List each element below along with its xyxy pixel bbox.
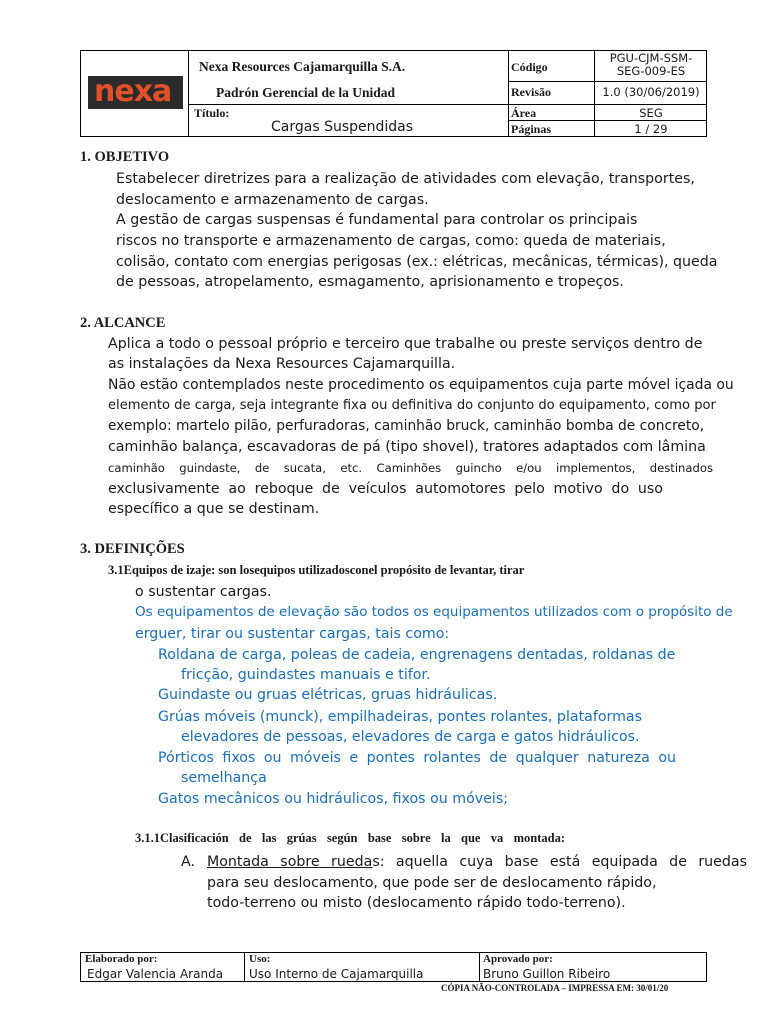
equipment-bullet-continuation: fricção, guindastes manuais e tifor. (181, 667, 431, 683)
use-value: Uso Interno de Cajamarquilla (249, 967, 424, 981)
equipment-bullet: Grúas móveis (munck), empilhadeiras, pontes rolantes, plataformas (158, 709, 642, 725)
alcance-line: específico a que se destinam. (108, 501, 320, 517)
document-title: Cargas Suspendidas (271, 119, 414, 135)
alcance-line: Aplica a todo o pessoal próprio e terceiro que trabalhe ou preste serviços dentro de (108, 336, 703, 352)
approved-by-value: Bruno Guillon Ribeiro (483, 967, 611, 981)
area-label: Área (511, 106, 537, 120)
prepared-by-label: Elaborado por: (85, 953, 158, 965)
item-a-term: Montada sobre rueda (207, 854, 373, 870)
objetivo-line: riscos no transporte e armazenamento de cargas, como: queda de materiais, (116, 233, 666, 249)
item-a-continuation: todo-terreno ou misto (deslocamento rápido todo-terreno). (207, 895, 626, 911)
company-name: Nexa Resources Cajamarquilla S.A. (199, 59, 406, 74)
title-label: Título: (194, 106, 230, 120)
revision-label: Revisão (511, 85, 551, 99)
equipment-intro-line: Os equipamentos de elevação são todos os equipamentos utilizados com o propósito de (135, 604, 733, 620)
document-footer-table (80, 952, 707, 982)
alcance-line: exemplo: martelo pilão, perfuradoras, caminhão bruck, caminhão bomba de concreto, (108, 418, 705, 434)
approved-by-label: Aprovado por: (483, 953, 553, 965)
area-value: SEG (639, 106, 663, 120)
subsection-3-1-continuation: o sustentar cargas. (135, 584, 272, 600)
code-value: PGU-CJM-SSM-SEG-009-ES (609, 51, 693, 78)
alcance-line: elemento de carga, seja integrante fixa ou definitiva do conjunto do equipamento, como por (108, 398, 716, 413)
equipment-bullet-continuation: elevadores de pessoas, elevadores de carga e gatos hidráulicos. (181, 729, 640, 745)
objetivo-line: de pessoas, atropelamento, esmagamento, aprisionamento e tropeços. (116, 274, 624, 290)
subsection-3-1-1-heading: 3.1.1Clasificación de las grúas según base sobre la que va montada: (135, 831, 565, 845)
item-a-continuation: para seu deslocamento, que pode ser de deslocamento rápido, (207, 875, 657, 891)
pages-value: 1 / 29 (634, 122, 668, 136)
objetivo-line: deslocamento e armazenamento de cargas. (116, 192, 429, 208)
equipment-bullet: Gatos mecânicos ou hidráulicos, fixos ou móveis; (158, 791, 509, 807)
nexa-logo-text: nexa (94, 74, 172, 109)
alcance-line: caminhão balança, escavadoras de pá (tipo shovel), tratores adaptados com lâmina (108, 439, 706, 455)
equipment-bullet: Pórticos fixos ou móveis e pontes rolantes de qualquer natureza ou (158, 750, 676, 766)
subsection-3-1-heading: 3.1Equipos de izaje: son losequipos utilizadosconel propósito de levantar, tirar (108, 563, 525, 577)
section-alcance-heading: 2. ALCANCE (80, 315, 166, 331)
revision-value: 1.0 (30/06/2019) (602, 85, 700, 99)
nexa-logo (88, 76, 183, 109)
alcance-line: as instalações da Nexa Resources Cajamarquilla. (108, 356, 456, 372)
equipment-intro-line: erguer, tirar ou sustentar cargas, tais como: (135, 626, 450, 642)
alcance-line: caminhão guindaste, de sucata, etc. Caminhões guincho e/ou implementos, destinados (108, 461, 713, 475)
use-label: Uso: (249, 953, 271, 965)
section-objetivo-heading: 1. OBJETIVO (80, 149, 170, 165)
alcance-line: Não estão contemplados neste procedimento os equipamentos cuja parte móvel içada ou (108, 377, 734, 393)
objetivo-line: Estabelecer diretrizes para a realização de atividades com elevação, transportes, (116, 171, 695, 187)
document-standard: Padrón Gerencial de la Unidad (216, 85, 396, 100)
section-definicoes-heading: 3. DEFINIÇÕES (80, 541, 185, 557)
equipment-bullet: Guindaste ou gruas elétricas, gruas hidráulicas. (158, 687, 498, 703)
uncontrolled-copy-notice: CÓPIA NÃO-CONTROLADA – IMPRESSA EM: 30/01/20 (441, 983, 669, 993)
objetivo-line: A gestão de cargas suspensas é fundamental para controlar os principais (116, 212, 638, 228)
prepared-by-value: Edgar Valencia Aranda (87, 967, 224, 981)
document-header-table (80, 50, 707, 137)
code-label: Código (511, 60, 548, 74)
item-a-line: Montada sobre ruedas: aquella cuya base está equipada de ruedas (207, 854, 747, 870)
equipment-bullet: Roldana de carga, poleas de cadeia, engrenagens dentadas, roldanas de (158, 647, 676, 663)
pages-label: Páginas (511, 122, 552, 136)
equipment-bullet-continuation: semelhança (181, 770, 267, 786)
alcance-line: exclusivamente ao reboque de veículos automotores pelo motivo do uso (108, 481, 663, 497)
item-a-marker: A. (181, 854, 195, 870)
objetivo-line: colisão, contato com energias perigosas (ex.: elétricas, mecânicas, térmicas), queda (116, 254, 718, 270)
